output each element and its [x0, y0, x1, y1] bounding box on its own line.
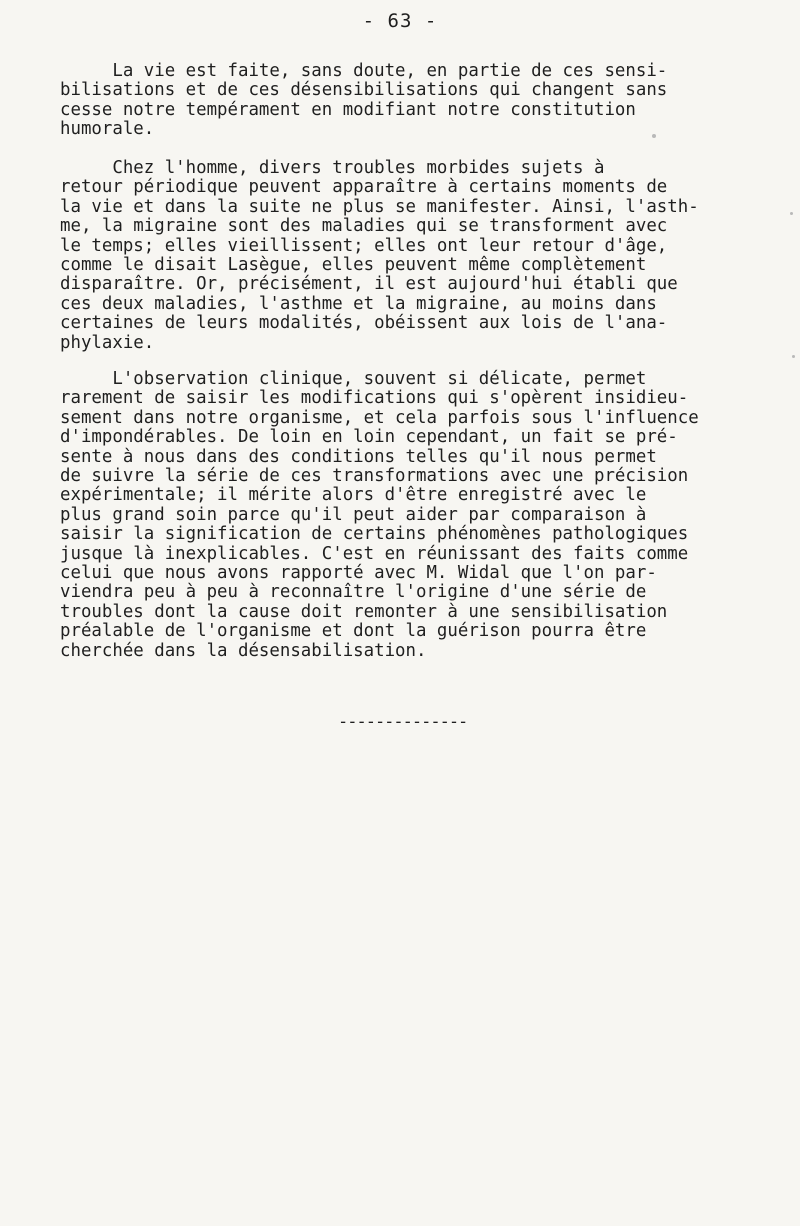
text-line: ces deux maladies, l'asthme et la migraine, au moins dans — [60, 293, 657, 314]
text-line: cherchée dans la désensabilisation. — [60, 640, 427, 661]
text-line: certaines de leurs modalités, obéissent aux lois de l'ana- — [60, 313, 668, 334]
page-number: - 63 - — [362, 10, 438, 32]
text-line: rarement de saisir les modifications qui s'opèrent insidieu- — [60, 388, 689, 409]
text-line: phylaxie. — [60, 332, 155, 353]
text-line: saisir la signification de certains phénomènes pathologiques — [60, 524, 689, 545]
text-line: celui que nous avons rapporté avec M. Widal que l'on par- — [60, 563, 657, 584]
text-line: préalable de l'organisme et dont la guérison pourra être — [60, 621, 647, 642]
text-line: bilisations et de ces désensibilisations qui changent sans — [60, 80, 668, 101]
section-separator: -------------- — [338, 712, 468, 732]
text-line: de suivre la série de ces transformations avec une précision — [60, 466, 689, 487]
text-line: la vie et dans la suite ne plus se manifester. Ainsi, l'asth- — [60, 196, 699, 217]
text-line: sement dans notre organisme, et cela parfois sous l'influence — [60, 407, 699, 428]
text-line: La vie est faite, sans doute, en partie de ces sensi- — [60, 61, 668, 81]
text-line: le temps; elles vieillissent; elles ont leur retour d'âge, — [60, 235, 668, 256]
text-line: cesse notre tempérament en modifiant notre constitution — [60, 99, 636, 120]
text-line: retour périodique peuvent apparaître à certains moments de — [60, 177, 668, 198]
text-line: expérimentale; il mérite alors d'être enregistré avec le — [60, 485, 647, 506]
text-line: comme le disait Lasègue, elles peuvent même complètement — [60, 255, 647, 276]
text-line: troubles dont la cause doit remonter à une sensibilisation — [60, 601, 668, 622]
text-line: d'impondérables. De loin en loin cependant, un fait se pré- — [60, 427, 678, 448]
paragraph-1 — [60, 62, 760, 140]
text-line: me, la migraine sont des maladies qui se transforment avec — [60, 216, 668, 237]
text-line: L'observation clinique, souvent si délicate, permet — [60, 369, 647, 389]
paragraph-3 — [60, 370, 760, 661]
paragraph-2 — [60, 159, 760, 353]
text-line: plus grand soin parce qu'il peut aider par comparaison à — [60, 504, 647, 525]
paper-speck — [652, 134, 656, 138]
text-line: disparaître. Or, précisément, il est aujourd'hui établi que — [60, 274, 678, 295]
text-line: jusque là inexplicables. C'est en réunissant des faits comme — [60, 543, 689, 564]
text-line: humorale. — [60, 119, 155, 140]
paper-speck — [790, 212, 793, 215]
text-line: viendra peu à peu à reconnaître l'origine d'une série de — [60, 582, 647, 603]
paper-speck — [792, 355, 795, 358]
text-line: sente à nous dans des conditions telles qu'il nous permet — [60, 446, 657, 467]
text-line: Chez l'homme, divers troubles morbides sujets à — [60, 158, 605, 178]
